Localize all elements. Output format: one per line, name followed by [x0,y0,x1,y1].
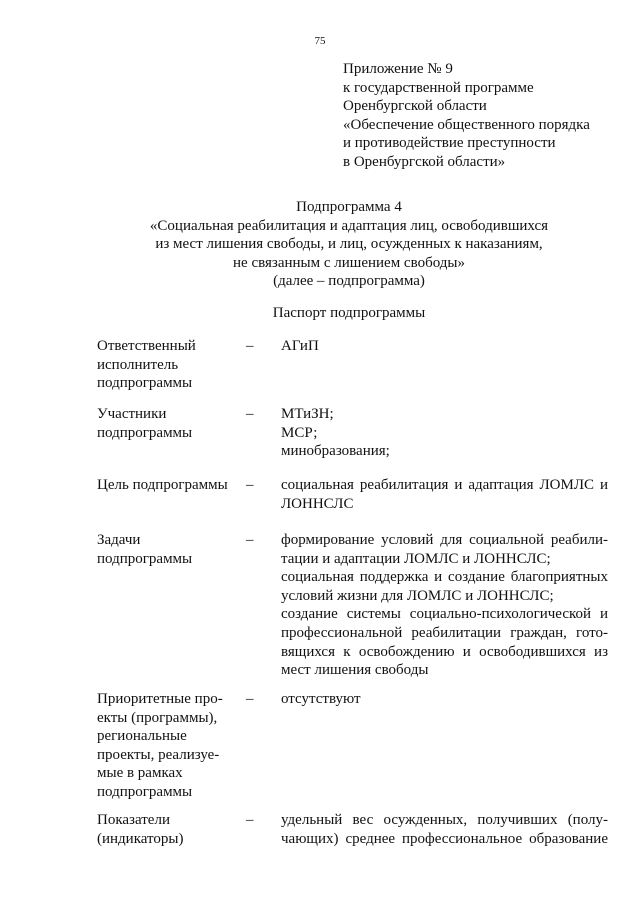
passport-label-line: подпрограммы [97,783,193,800]
passport-value-line: создание системы социально-психологической и [281,606,608,623]
page-number: 75 [314,35,326,47]
passport-row-dash: – [246,691,254,707]
passport-value-line: МСР; [281,424,318,441]
appendix-line: к государственной программе [343,79,534,96]
subprogram-title [90,198,608,291]
passport-label-line: исполнитель [97,356,179,373]
passport-label-line: Приоритетные про- [97,691,223,707]
passport-row-dash: – [246,477,254,493]
passport-row-dash: – [246,338,254,354]
passport-label-line: проекты, реализуе- [97,746,220,763]
passport-label-line: екты (программы), [97,709,218,726]
passport-row-label [97,337,237,393]
subprogram-title-line: не связанным с лишением свободы» [233,254,465,271]
passport-value-line: удельный вес осужденных, получивших (полу- [281,812,608,828]
passport-row-value [281,476,608,513]
passport-label-line: Задачи [97,532,141,548]
passport-value-line: профессиональной реабилитации граждан, гото- [281,624,608,641]
passport-value-line: МТиЗН; [281,406,334,422]
passport-row-label [97,690,237,802]
passport-value-line: формирование условий для социальной реабили- [281,532,608,548]
passport-row-dash: – [246,532,254,548]
appendix-line: «Обеспечение общественного порядка [343,116,590,133]
subprogram-title-line: «Социальная реабилитация и адаптация лиц, освободившихся [149,217,549,234]
passport-row-dash: – [246,812,254,828]
passport-row-label [97,811,237,848]
passport-row-value [281,811,608,848]
passport-row-value [281,405,608,461]
passport-label-line: Ответственный [97,338,196,354]
passport-label-line: региональные [97,728,187,745]
appendix-line: Приложение № 9 [343,61,453,77]
appendix-header [343,60,590,172]
passport-value-line: чающих) среднее профессиональное образование [281,830,608,847]
subprogram-title-line: Подпрограмма 4 [296,199,402,215]
passport-row-value [281,531,608,680]
subprogram-title-line: из мест лишения свободы, и лиц, осужденных к наказаниям, [155,236,543,253]
passport-value-line: отсутствуют [281,691,361,707]
passport-row-label [97,405,237,442]
passport-label-line: подпрограммы [97,375,193,392]
passport-label-line: Участники [97,406,167,422]
subprogram-title-line: (далее – подпрограмма) [273,273,425,290]
passport-value-line: условий жизни для ЛОМЛС и ЛОННСЛС; [281,587,554,604]
passport-value-line: мест лишения свободы [281,662,429,679]
passport-row-dash: – [246,406,254,422]
passport-label-line: (индикаторы) [97,830,184,847]
passport-value-line: тации и адаптации ЛОМЛС и ЛОННСЛС; [281,550,551,567]
passport-label-line: подпрограммы [97,424,193,441]
appendix-line: Оренбургской области [343,98,487,115]
passport-row-value [281,337,608,356]
passport-label-line: Показатели [97,812,170,828]
passport-label-line: подпрограммы [97,550,193,567]
passport-row-value [281,690,608,709]
passport-row-label [97,531,237,568]
passport-label-line: Цель подпрограммы [97,477,228,493]
passport-value-line: минобразования; [281,443,390,460]
passport-row-label [97,476,237,495]
appendix-line: в Оренбургской области» [343,153,506,170]
passport-title: Паспорт подпрограммы [272,305,426,321]
passport-value-line: социальная поддержка и создание благоприятных [281,569,608,586]
passport-value-line: социальная реабилитация и адаптация ЛОМЛС и [281,477,608,493]
appendix-line: и противодействие преступности [343,135,556,152]
passport-value-line: ЛОННСЛС [281,495,354,512]
passport-value-line: АГиП [281,338,319,354]
passport-label-line: мые в рамках [97,765,183,782]
passport-value-line: вящихся к освобождению и освободившихся из [281,643,608,660]
